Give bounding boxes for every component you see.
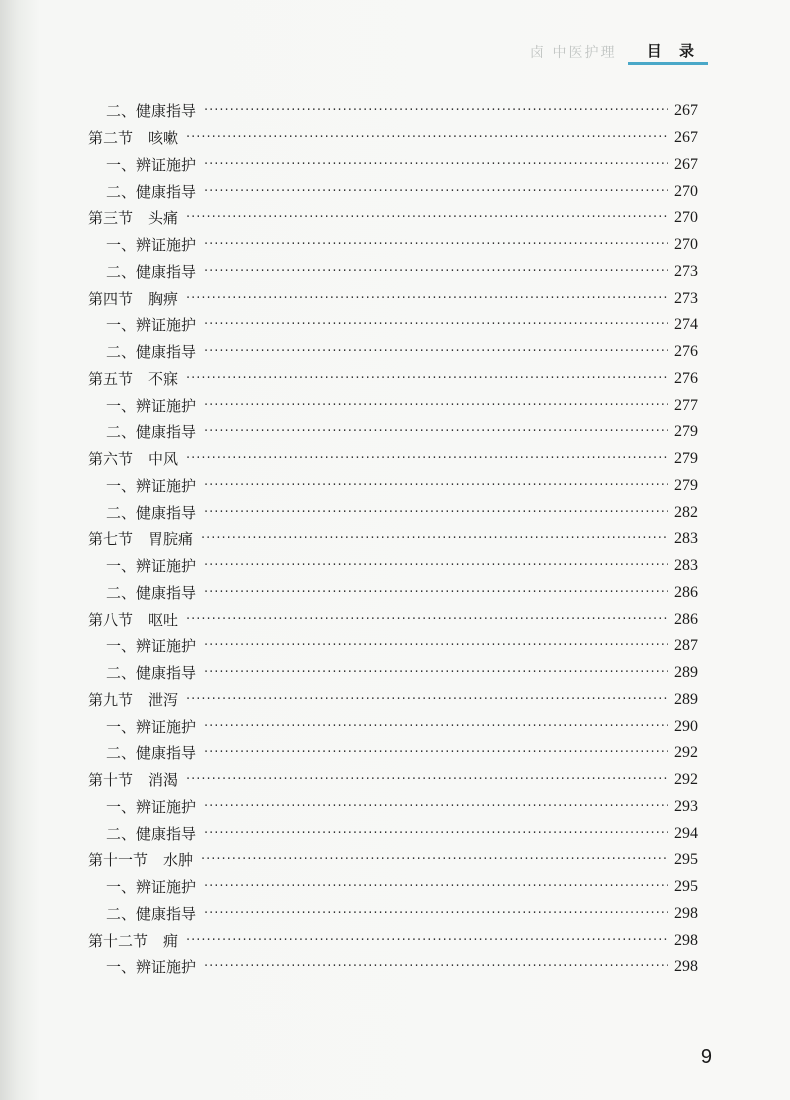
dot-leader <box>204 824 668 844</box>
dot-leader <box>204 262 668 282</box>
header-section-title: 目 录 <box>646 42 700 60</box>
dot-leader <box>201 529 668 549</box>
toc-page-number: 289 <box>674 690 698 708</box>
toc-item-row <box>88 499 698 526</box>
toc-page-number: 279 <box>674 423 698 441</box>
dot-leader <box>204 342 668 362</box>
dot-leader <box>186 449 668 469</box>
toc-item-row <box>88 178 698 205</box>
toc-page-number: 286 <box>674 610 698 628</box>
toc-entry-label: 第十二节 痈 <box>88 931 179 950</box>
dot-leader <box>186 128 668 148</box>
toc-entry-label: 第十一节 水肿 <box>88 851 194 870</box>
toc-entry-label: 二、健康指导 <box>106 343 197 362</box>
toc-item-row <box>88 98 698 125</box>
dot-leader <box>204 476 668 496</box>
toc-page-number: 295 <box>674 878 698 896</box>
toc-entry-label: 一、辨证施护 <box>106 637 197 656</box>
toc-entry-label: 一、辨证施护 <box>106 797 197 816</box>
dot-leader <box>204 503 668 523</box>
toc-item-row <box>88 473 698 500</box>
dot-leader <box>204 182 668 202</box>
toc-entry-label: 二、健康指导 <box>106 904 197 923</box>
dot-leader <box>204 636 668 656</box>
toc-entry-label: 二、健康指导 <box>106 423 197 442</box>
toc-entry-label: 第十节 消渴 <box>88 771 179 790</box>
dot-leader <box>186 208 668 228</box>
toc-entry-label: 第九节 泄泻 <box>88 690 179 709</box>
toc-page-number: 270 <box>674 209 698 227</box>
toc-page-number: 270 <box>674 182 698 200</box>
toc-item-row <box>88 740 698 767</box>
toc-entry-label: 第四节 胸痹 <box>88 289 179 308</box>
toc-item-row <box>88 580 698 607</box>
dot-leader <box>204 315 668 335</box>
toc-page-number: 287 <box>674 637 698 655</box>
toc-page-number: 286 <box>674 583 698 601</box>
toc-entry-label: 一、辨证施护 <box>106 396 197 415</box>
toc-entry-label: 第二节 咳嗽 <box>88 129 179 148</box>
toc-page-number: 289 <box>674 664 698 682</box>
running-header <box>530 38 730 68</box>
dot-leader <box>204 396 668 416</box>
dot-leader <box>204 155 668 175</box>
toc-entry-label: 二、健康指导 <box>106 824 197 843</box>
toc-page-number: 270 <box>674 236 698 254</box>
toc-item-row <box>88 312 698 339</box>
toc-item-row <box>88 820 698 847</box>
toc-section-row <box>88 606 698 633</box>
toc-section-row <box>88 205 698 232</box>
toc-page-number: 298 <box>674 931 698 949</box>
toc-entry-label: 一、辨证施护 <box>106 557 197 576</box>
dot-leader <box>204 743 668 763</box>
toc-item-row <box>88 954 698 981</box>
toc-item-row <box>88 633 698 660</box>
dot-leader <box>204 717 668 737</box>
toc-entry-label: 第三节 头痛 <box>88 209 179 228</box>
toc-entry-label: 一、辨证施护 <box>106 155 197 174</box>
dot-leader <box>204 957 668 977</box>
toc-item-row <box>88 553 698 580</box>
toc-section-row <box>88 366 698 393</box>
dot-leader <box>186 690 668 710</box>
toc-section-row <box>88 526 698 553</box>
toc-entry-label: 一、辨证施护 <box>106 316 197 335</box>
toc-page-number: 276 <box>674 369 698 387</box>
toc-page-number: 295 <box>674 851 698 869</box>
toc-page-number: 298 <box>674 958 698 976</box>
dot-leader <box>201 850 668 870</box>
header-book-title: 卤 中医护理 <box>530 45 617 61</box>
toc-entry-label: 一、辨证施护 <box>106 878 197 897</box>
toc-page-number: 294 <box>674 824 698 842</box>
toc-entry-label: 一、辨证施护 <box>106 717 197 736</box>
toc-entry-label: 第五节 不寐 <box>88 369 179 388</box>
toc-entry-label: 第六节 中风 <box>88 450 179 469</box>
dot-leader <box>186 770 668 790</box>
dot-leader <box>204 583 668 603</box>
toc-page-number: 292 <box>674 744 698 762</box>
toc-item-row <box>88 713 698 740</box>
toc-entry-label: 一、辨证施护 <box>106 476 197 495</box>
toc-entry-label: 一、辨证施护 <box>106 958 197 977</box>
toc-page-number: 290 <box>674 717 698 735</box>
toc-page-number: 282 <box>674 503 698 521</box>
dot-leader <box>186 369 668 389</box>
toc-entry-label: 二、健康指导 <box>106 262 197 281</box>
table-of-contents <box>88 98 698 981</box>
toc-item-row <box>88 660 698 687</box>
toc-section-row <box>88 125 698 152</box>
page-number: 9 <box>700 1046 712 1068</box>
toc-entry-label: 二、健康指导 <box>106 182 197 201</box>
toc-section-row <box>88 847 698 874</box>
toc-entry-label: 二、健康指导 <box>106 102 197 121</box>
toc-entry-label: 二、健康指导 <box>106 744 197 763</box>
toc-page-number: 277 <box>674 396 698 414</box>
toc-entry-label: 二、健康指导 <box>106 664 197 683</box>
dot-leader <box>186 931 668 951</box>
header-underline <box>628 62 708 65</box>
toc-item-row <box>88 232 698 259</box>
dot-leader <box>204 556 668 576</box>
toc-item-row <box>88 874 698 901</box>
toc-item-row <box>88 794 698 821</box>
dot-leader <box>204 101 668 121</box>
toc-page-number: 273 <box>674 262 698 280</box>
dot-leader <box>204 663 668 683</box>
toc-page-number: 274 <box>674 316 698 334</box>
toc-section-row <box>88 446 698 473</box>
toc-entry-label: 第七节 胃脘痛 <box>88 530 194 549</box>
toc-section-row <box>88 927 698 954</box>
toc-page-number: 273 <box>674 289 698 307</box>
toc-page-number: 293 <box>674 797 698 815</box>
toc-page-number: 276 <box>674 343 698 361</box>
toc-page-number: 267 <box>674 129 698 147</box>
toc-page-number: 279 <box>674 476 698 494</box>
toc-page-number: 267 <box>674 102 698 120</box>
toc-item-row <box>88 339 698 366</box>
dot-leader <box>204 904 668 924</box>
toc-page-number: 292 <box>674 771 698 789</box>
toc-entry-label: 二、健康指导 <box>106 583 197 602</box>
toc-section-row <box>88 687 698 714</box>
toc-page-number: 267 <box>674 155 698 173</box>
toc-entry-label: 第八节 呕吐 <box>88 610 179 629</box>
toc-item-row <box>88 901 698 928</box>
toc-section-row <box>88 285 698 312</box>
toc-item-row <box>88 259 698 286</box>
toc-page-number: 283 <box>674 530 698 548</box>
toc-page-number: 279 <box>674 450 698 468</box>
toc-entry-label: 一、辨证施护 <box>106 236 197 255</box>
toc-item-row <box>88 392 698 419</box>
toc-page-number: 298 <box>674 904 698 922</box>
toc-entry-label: 二、健康指导 <box>106 503 197 522</box>
dot-leader <box>204 797 668 817</box>
dot-leader <box>186 289 668 309</box>
dot-leader <box>204 422 668 442</box>
toc-item-row <box>88 152 698 179</box>
toc-page-number: 283 <box>674 557 698 575</box>
dot-leader <box>204 235 668 255</box>
dot-leader <box>204 877 668 897</box>
dot-leader <box>186 610 668 630</box>
toc-item-row <box>88 419 698 446</box>
toc-section-row <box>88 767 698 794</box>
